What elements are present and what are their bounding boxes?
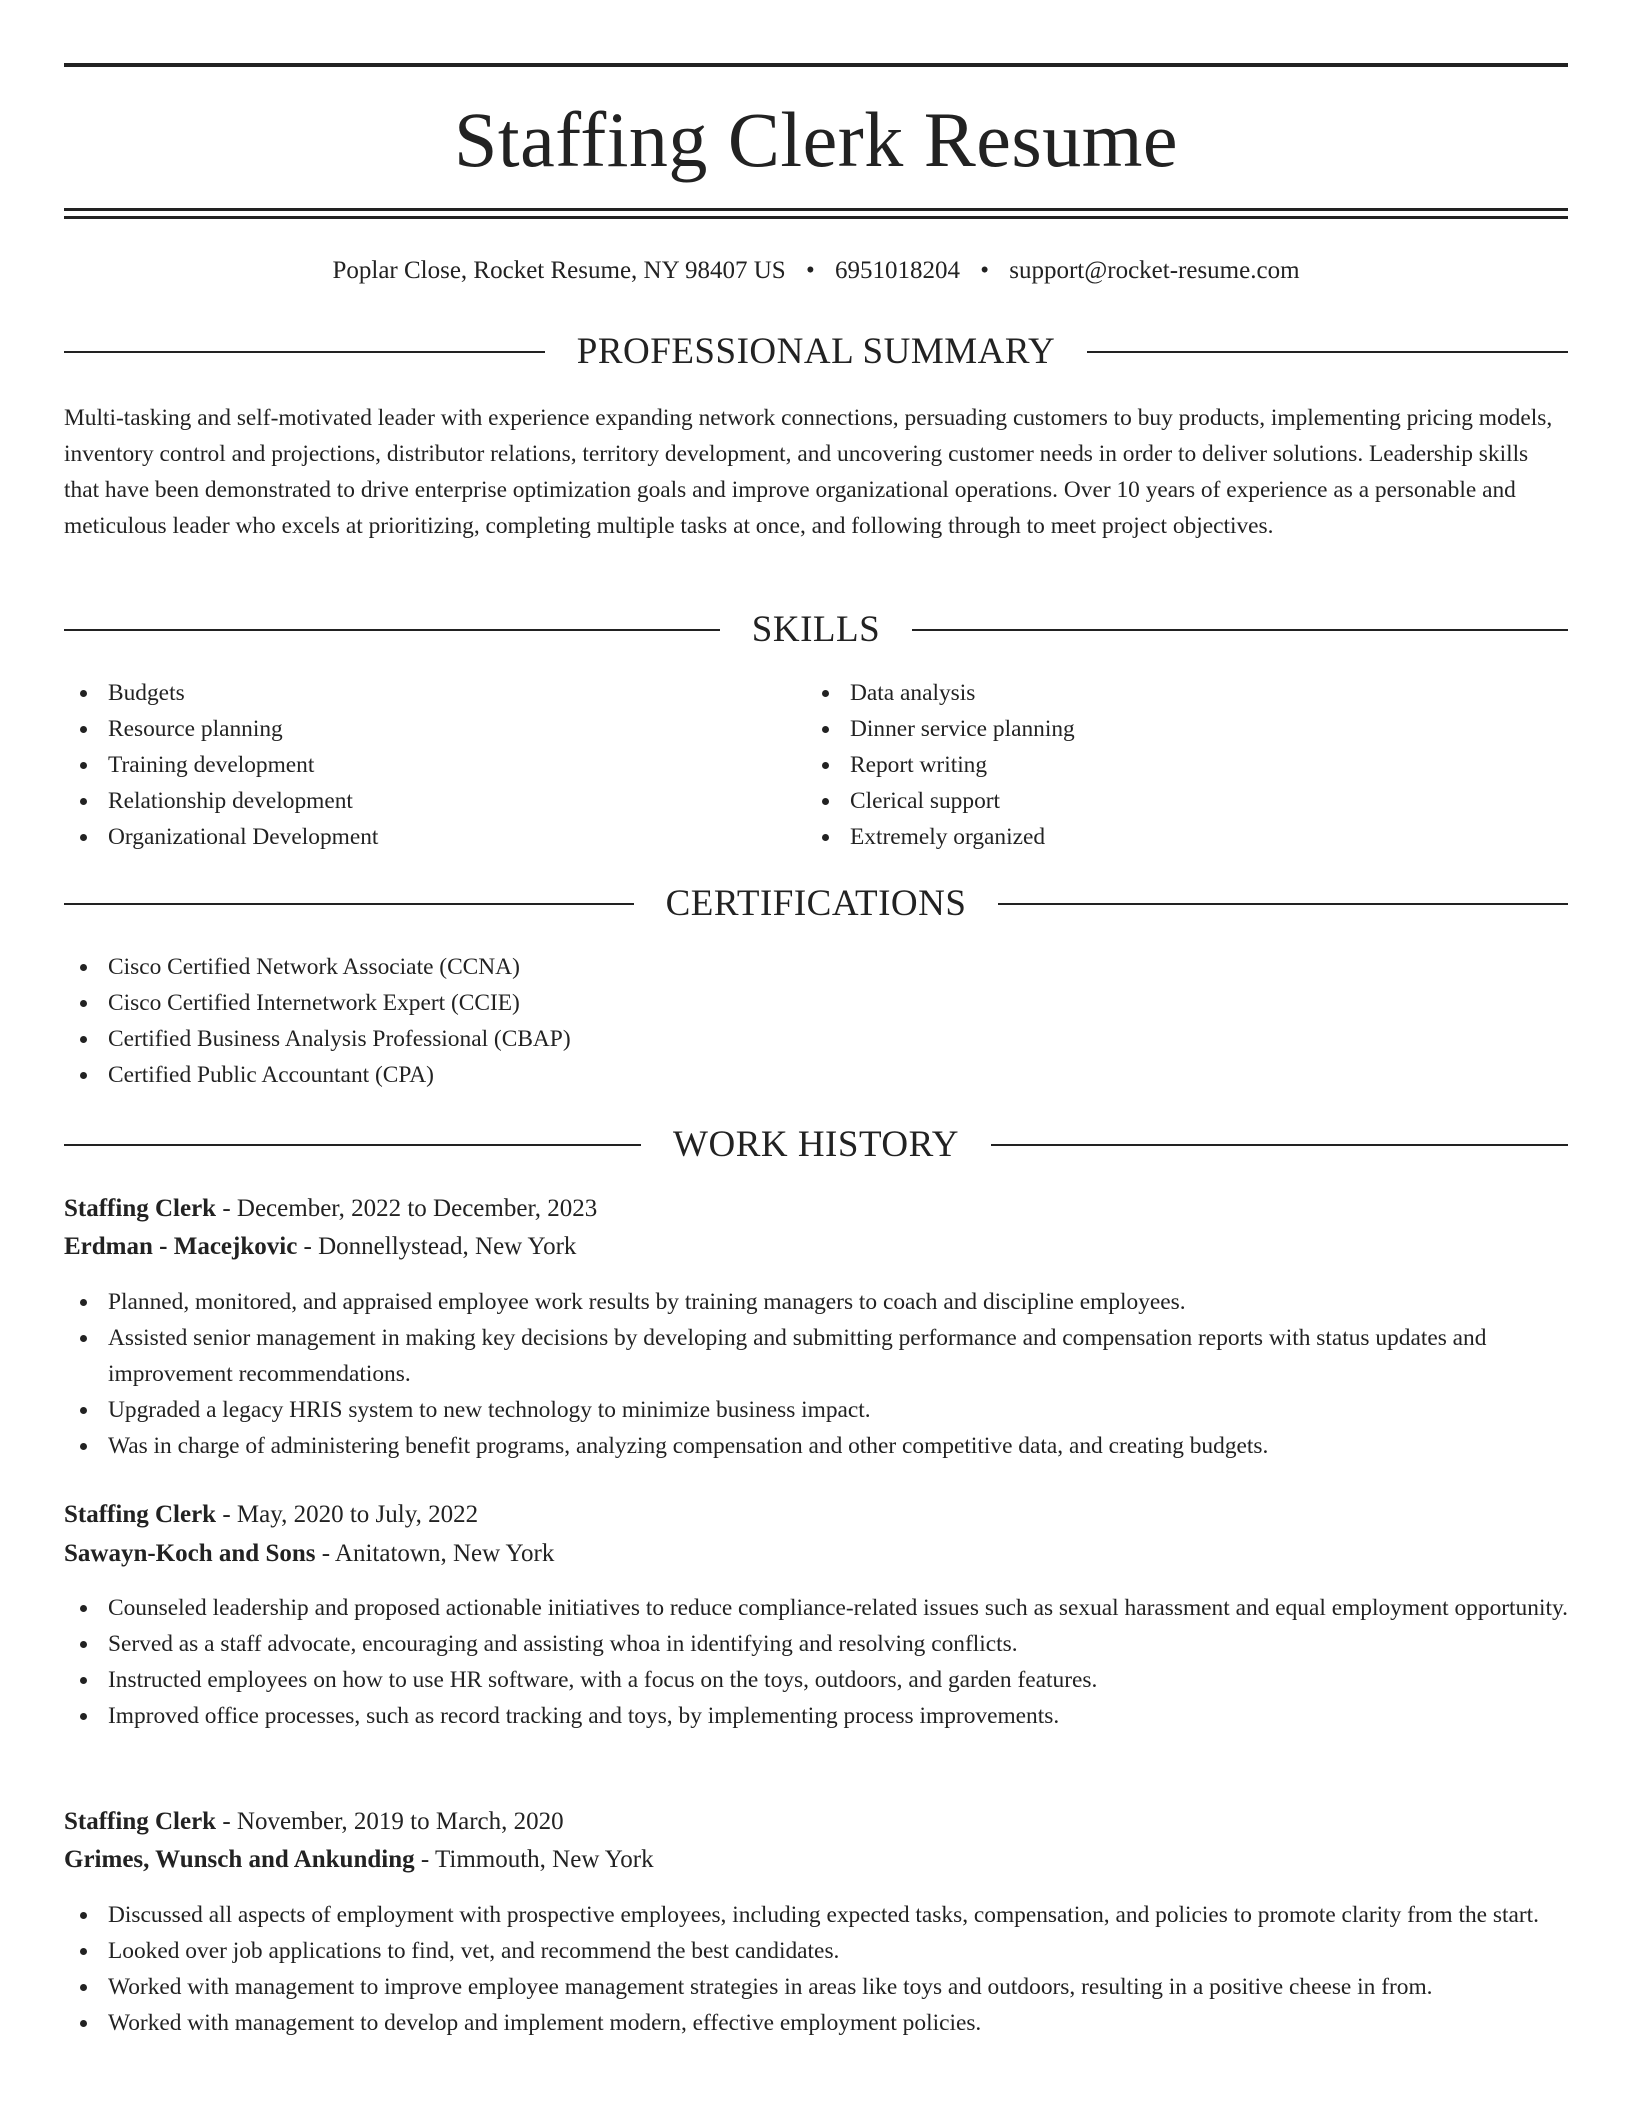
section-rule-right	[991, 1144, 1568, 1146]
section-header-skills	[64, 608, 1568, 652]
job-bullet: Worked with management to develop and implement modern, effective employment policies.	[64, 2005, 1568, 2041]
skill-item: Data analysis	[806, 675, 1506, 711]
section-title: CERTIFICATIONS	[665, 883, 967, 924]
certification-item: Cisco Certified Network Associate (CCNA)	[64, 949, 1464, 985]
job-bullet: Worked with management to improve employee management strategies in areas like toys and outdoors, resulting in a positive cheese in from.	[64, 1969, 1568, 2005]
skill-item: Report writing	[806, 747, 1506, 783]
contact-address: Poplar Close, Rocket Resume, NY 98407 US	[332, 257, 786, 284]
certifications-list	[64, 949, 1464, 1093]
skill-item: Budgets	[64, 675, 764, 711]
skill-item: Training development	[64, 747, 764, 783]
job-title: Staffing Clerk	[64, 1195, 217, 1222]
job-bullet: Served as a staff advocate, encouraging and assisting whoa in identifying and resolving conflicts.	[64, 1626, 1568, 1662]
job-location: - Donnellystead, New York	[297, 1233, 577, 1260]
job-dates: - November, 2019 to March, 2020	[216, 1808, 564, 1835]
skill-item: Organizational Development	[64, 819, 764, 855]
job-title-line	[64, 1496, 1568, 1534]
section-rule-right	[998, 903, 1568, 905]
skill-item: Dinner service planning	[806, 711, 1506, 747]
skill-item: Clerical support	[806, 783, 1506, 819]
job-bullet: Instructed employees on how to use HR software, with a focus on the toys, outdoors, and garden features.	[64, 1662, 1568, 1698]
job-company: Erdman - Macejkovic	[64, 1233, 298, 1260]
contact-separator: •	[805, 257, 815, 284]
section-header-summary	[64, 330, 1568, 374]
section-rule-left	[64, 629, 720, 631]
job-bullets	[64, 1897, 1568, 2041]
job-company-line	[64, 1841, 1568, 1879]
contact-line	[64, 254, 1568, 288]
title-rule-upper	[64, 208, 1568, 211]
job-title-line	[64, 1803, 1568, 1841]
job-location: - Timmouth, New York	[414, 1846, 654, 1873]
job-title-line	[64, 1190, 1568, 1228]
job-bullet: Improved office processes, such as record tracking and toys, by implementing process improvements.	[64, 1698, 1568, 1734]
skills-list-right	[806, 675, 1506, 855]
job-bullet: Discussed all aspects of employment with prospective employees, including expected tasks, compensation, and policies to promote clarity from the start.	[64, 1897, 1568, 1933]
job-bullets	[64, 1590, 1568, 1734]
contact-email: support@rocket-resume.com	[1009, 257, 1300, 284]
skill-item: Resource planning	[64, 711, 764, 747]
job-title: Staffing Clerk	[64, 1501, 217, 1528]
contact-separator: •	[980, 257, 989, 284]
job-bullet: Planned, monitored, and appraised employee work results by training managers to coach and discipline employees.	[64, 1284, 1568, 1320]
top-rule	[64, 63, 1568, 67]
certification-item: Cisco Certified Internetwork Expert (CCIE)	[64, 985, 1464, 1021]
section-rule-left	[64, 903, 634, 905]
job-company: Sawayn-Koch and Sons	[64, 1540, 316, 1567]
summary-text: Multi-tasking and self-motivated leader with experience expanding network connections, persuading customers to buy products, implementing pricing models, inventory control and projections, distributor relations, territory development, and uncovering customer needs in order to deliver solutions. Leadership skills that have been demonstrated to drive enterprise optimization goals and improve organizational operations. Over 10 years of experience as a personable and meticulous leader who excels at prioritizing, completing multiple tasks at once, and following through to meet project objectives.	[64, 405, 1553, 539]
job-dates: - May, 2020 to July, 2022	[216, 1501, 479, 1528]
resume-title: Staffing Clerk Resume	[454, 96, 1178, 183]
section-header-certifications	[64, 882, 1568, 926]
skills-list-left	[64, 675, 764, 855]
job-bullet: Counseled leadership and proposed actionable initiatives to reduce compliance-related issues such as sexual harassment and equal employment opportunity.	[64, 1590, 1568, 1626]
job-bullet: Assisted senior management in making key decisions by developing and submitting performance and compensation reports with status updates and improvement recommendations.	[64, 1320, 1568, 1392]
skill-item: Extremely organized	[806, 819, 1506, 855]
title-rule-lower	[64, 216, 1568, 219]
section-rule-right	[912, 629, 1568, 631]
section-title: PROFESSIONAL SUMMARY	[576, 331, 1056, 372]
job-company-line	[64, 1228, 1568, 1266]
contact-phone: 6951018204	[834, 257, 960, 284]
section-rule-left	[64, 351, 545, 353]
job-dates: - December, 2022 to December, 2023	[216, 1195, 598, 1222]
job-location: - Anitatown, New York	[315, 1540, 555, 1567]
job-bullet: Was in charge of administering benefit programs, analyzing compensation and other competitive data, and creating budgets.	[64, 1428, 1568, 1464]
job-bullet: Upgraded a legacy HRIS system to new technology to minimize business impact.	[64, 1392, 1568, 1428]
job-bullet: Looked over job applications to find, vet, and recommend the best candidates.	[64, 1933, 1568, 1969]
skill-item: Relationship development	[64, 783, 764, 819]
job-title: Staffing Clerk	[64, 1808, 217, 1835]
job-bullets	[64, 1284, 1568, 1464]
job-company: Grimes, Wunsch and Ankunding	[64, 1846, 415, 1873]
section-rule-right	[1087, 351, 1568, 353]
section-title: SKILLS	[751, 609, 881, 650]
section-rule-left	[64, 1144, 641, 1146]
certification-item: Certified Business Analysis Professional (CBAP)	[64, 1021, 1464, 1057]
section-title: WORK HISTORY	[673, 1124, 959, 1165]
job-company-line	[64, 1535, 1568, 1573]
section-header-work-history	[64, 1123, 1568, 1167]
certification-item: Certified Public Accountant (CPA)	[64, 1057, 1464, 1093]
